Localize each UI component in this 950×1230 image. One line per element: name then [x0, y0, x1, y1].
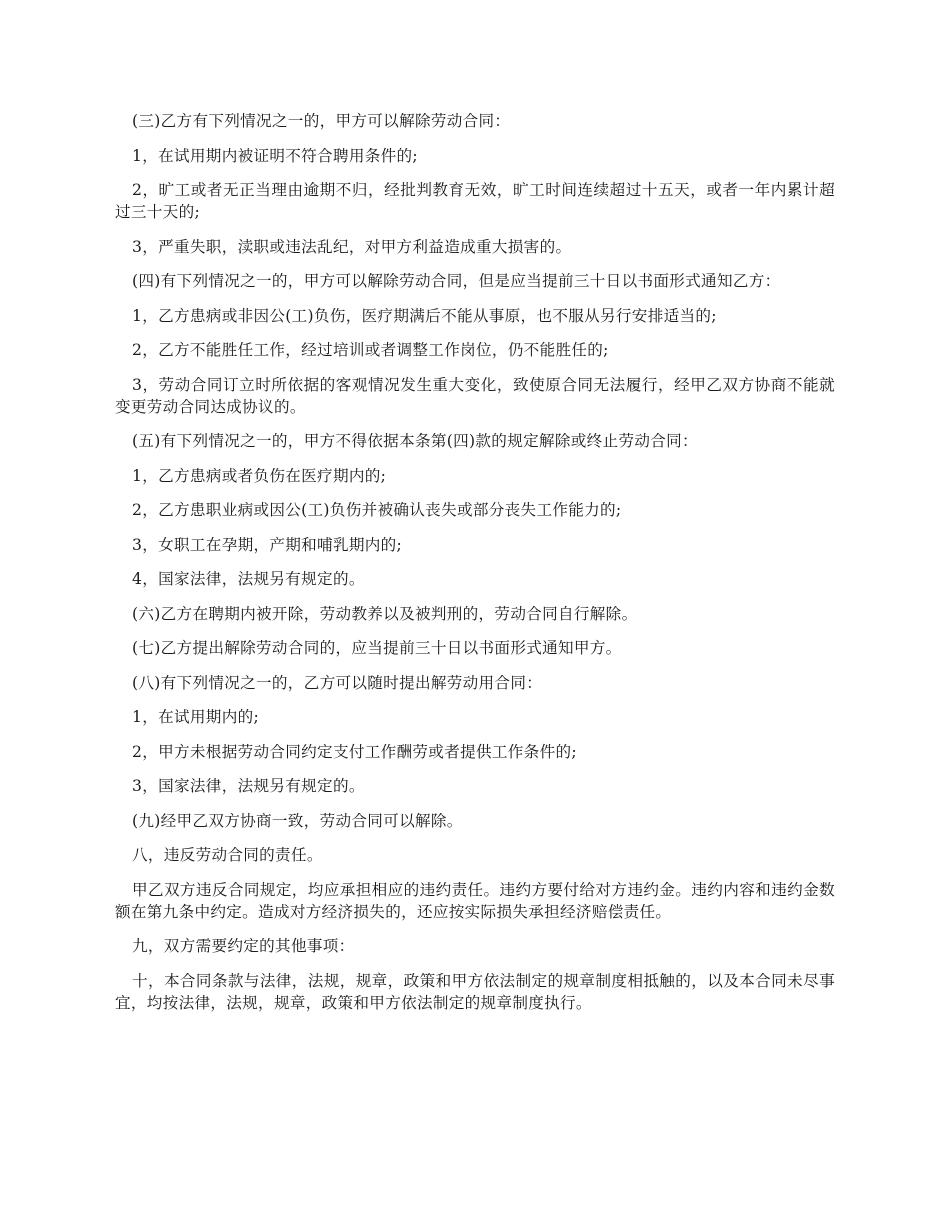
paragraph-item: 3，国家法律，法规另有规定的。	[132, 777, 365, 795]
section-heading-9: 九，双方需要约定的其他事项：	[132, 937, 355, 955]
paragraph-item: 1，乙方患病或者负伤在医疗期内的;	[132, 466, 387, 485]
paragraph-item: 4，国家法律，法规另有规定的。	[132, 570, 365, 588]
paragraph-item: 1，乙方患病或非因公(工)负伤，医疗期满后不能从事原，也不服从另行安排适当的;	[132, 306, 717, 325]
paragraph-clause-4: (四)有下列情况之一的，甲方可以解除劳动合同，但是应当提前三十日以书面形式通知乙方：	[132, 272, 781, 290]
section-heading-8: 八，违反劳动合同的责任。	[132, 846, 323, 864]
paragraph-clause-5: (五)有下列情况之一的，甲方不得依据本条第(四)款的规定解除或终止劳动合同：	[132, 432, 698, 450]
paragraph-item: 1，在试用期内被证明不符合聘用条件的;	[132, 146, 418, 165]
paragraph-item: 2，甲方未根据劳动合同约定支付工作酬劳或者提供工作条件的;	[132, 742, 577, 761]
paragraph-item: 1，在试用期内的;	[132, 708, 260, 726]
section-heading-10: 十，本合同条款与法律，法规，规章，政策和甲方依法制定的规章制度相抵触的，以及本合同未尽事宜，均按法律，法规，规章，政策和甲方依法制定的规章制度执行。	[115, 971, 835, 1012]
paragraph-clause-6: (六)乙方在聘期内被开除，劳动教养以及被判刑的，劳动合同自行解除。	[132, 604, 638, 623]
paragraph-clause-3: (三)乙方有下列情况之一的，甲方可以解除劳动合同：	[132, 112, 511, 130]
paragraph-clause-7: (七)乙方提出解除劳动合同的，应当提前三十日以书面形式通知甲方。	[132, 639, 622, 657]
paragraph-liability: 甲乙双方违反合同规定，均应承担相应的违约责任。违约方要付给对方违约金。违约内容和违约金数额在第九条中约定。造成对方经济损失的，还应按实际损失承担经济赔偿责任。	[115, 880, 835, 921]
paragraph-item: 3，严重失职，渎职或违法乱纪，对甲方利益造成重大损害的。	[132, 237, 572, 256]
paragraph-item: 2，旷工或者无正当理由逾期不归，经批判教育无效，旷工时间连续超过十五天，或者一年内累计超过三十天的;	[115, 181, 835, 221]
paragraph-item: 3，劳动合同订立时所依据的客观情况发生重大变化，致使原合同无法履行，经甲乙双方协商不能就变更劳动合同达成协议的。	[115, 375, 835, 416]
paragraph-item: 2，乙方患职业病或因公(工)负伤并被确认丧失或部分丧失工作能力的;	[132, 501, 622, 519]
document-page	[115, 110, 835, 1026]
paragraph-item: 3，女职工在孕期，产期和哺乳期内的;	[132, 535, 403, 554]
paragraph-clause-8: (八)有下列情况之一的，乙方可以随时提出解劳动用合同：	[132, 673, 543, 692]
paragraph-item: 2，乙方不能胜任工作，经过培训或者调整工作岗位，仍不能胜任的;	[132, 341, 609, 359]
paragraph-clause-9: (九)经甲乙双方协商一致，劳动合同可以解除。	[132, 811, 463, 830]
